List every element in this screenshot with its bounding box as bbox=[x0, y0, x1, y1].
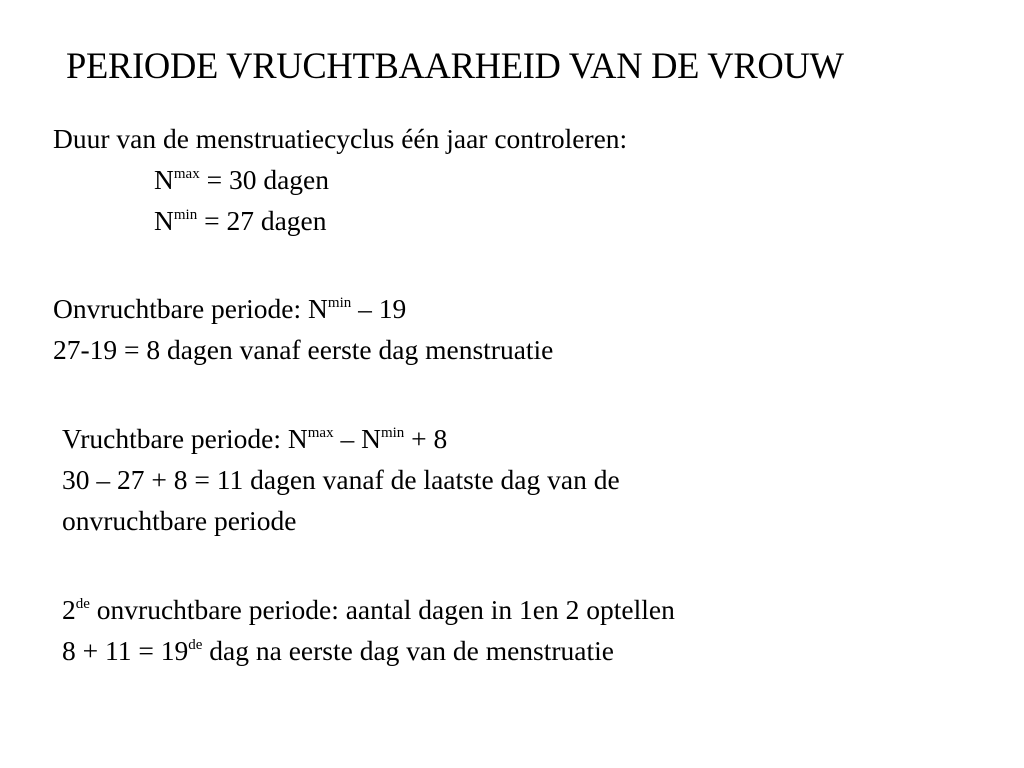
second-heading-sup: de bbox=[75, 596, 90, 612]
fertile-calc-line1: 30 – 27 + 8 = 11 dagen vanaf de laatste dag van de bbox=[62, 464, 620, 495]
nmax-sup: max bbox=[173, 166, 200, 182]
fertile-formula-prefix: Vruchtbare periode: N bbox=[62, 423, 308, 454]
fertile-calc-line2: onvruchtbare periode bbox=[62, 505, 297, 536]
fertile-formula-sup-min: min bbox=[380, 425, 405, 441]
nmax-value: = 30 dagen bbox=[199, 164, 329, 195]
fertile-formula-rest: + 8 bbox=[404, 423, 448, 454]
cycle-intro: Duur van de menstruatiecyclus één jaar controleren: bbox=[53, 123, 628, 154]
nmax-line bbox=[53, 159, 627, 200]
second-infertile-period-block bbox=[62, 589, 675, 671]
second-calc-sup: de bbox=[188, 637, 203, 653]
infertile-formula-prefix: Onvruchtbare periode: N bbox=[53, 293, 328, 324]
second-calc-rest: dag na eerste dag van de menstruatie bbox=[202, 635, 614, 666]
second-calc bbox=[62, 630, 675, 671]
nmin-base: N bbox=[154, 205, 174, 236]
fertile-formula-mid: – N bbox=[333, 423, 381, 454]
infertile-formula-rest: – 19 bbox=[351, 293, 407, 324]
infertile-period-block bbox=[53, 288, 553, 370]
nmin-line bbox=[53, 200, 627, 241]
fertile-formula bbox=[62, 418, 620, 459]
nmin-value: = 27 dagen bbox=[197, 205, 327, 236]
infertile-calc: 27-19 = 8 dagen vanaf eerste dag menstruatie bbox=[53, 334, 554, 365]
fertile-period-block bbox=[62, 418, 620, 541]
second-heading bbox=[62, 589, 675, 630]
fertile-formula-sup-max: max bbox=[307, 425, 334, 441]
second-heading-num: 2 bbox=[62, 594, 76, 625]
nmax-base: N bbox=[154, 164, 174, 195]
nmin-sup: min bbox=[173, 207, 198, 223]
infertile-formula-sup: min bbox=[327, 295, 352, 311]
slide-title: PERIODE VRUCHTBAARHEID VAN DE VROUW bbox=[66, 45, 844, 86]
second-calc-prefix: 8 + 11 = 19 bbox=[62, 635, 189, 666]
cycle-duration-block bbox=[53, 118, 627, 241]
second-heading-rest: onvruchtbare periode: aantal dagen in 1en 2 optellen bbox=[89, 594, 675, 625]
infertile-formula bbox=[53, 288, 553, 329]
